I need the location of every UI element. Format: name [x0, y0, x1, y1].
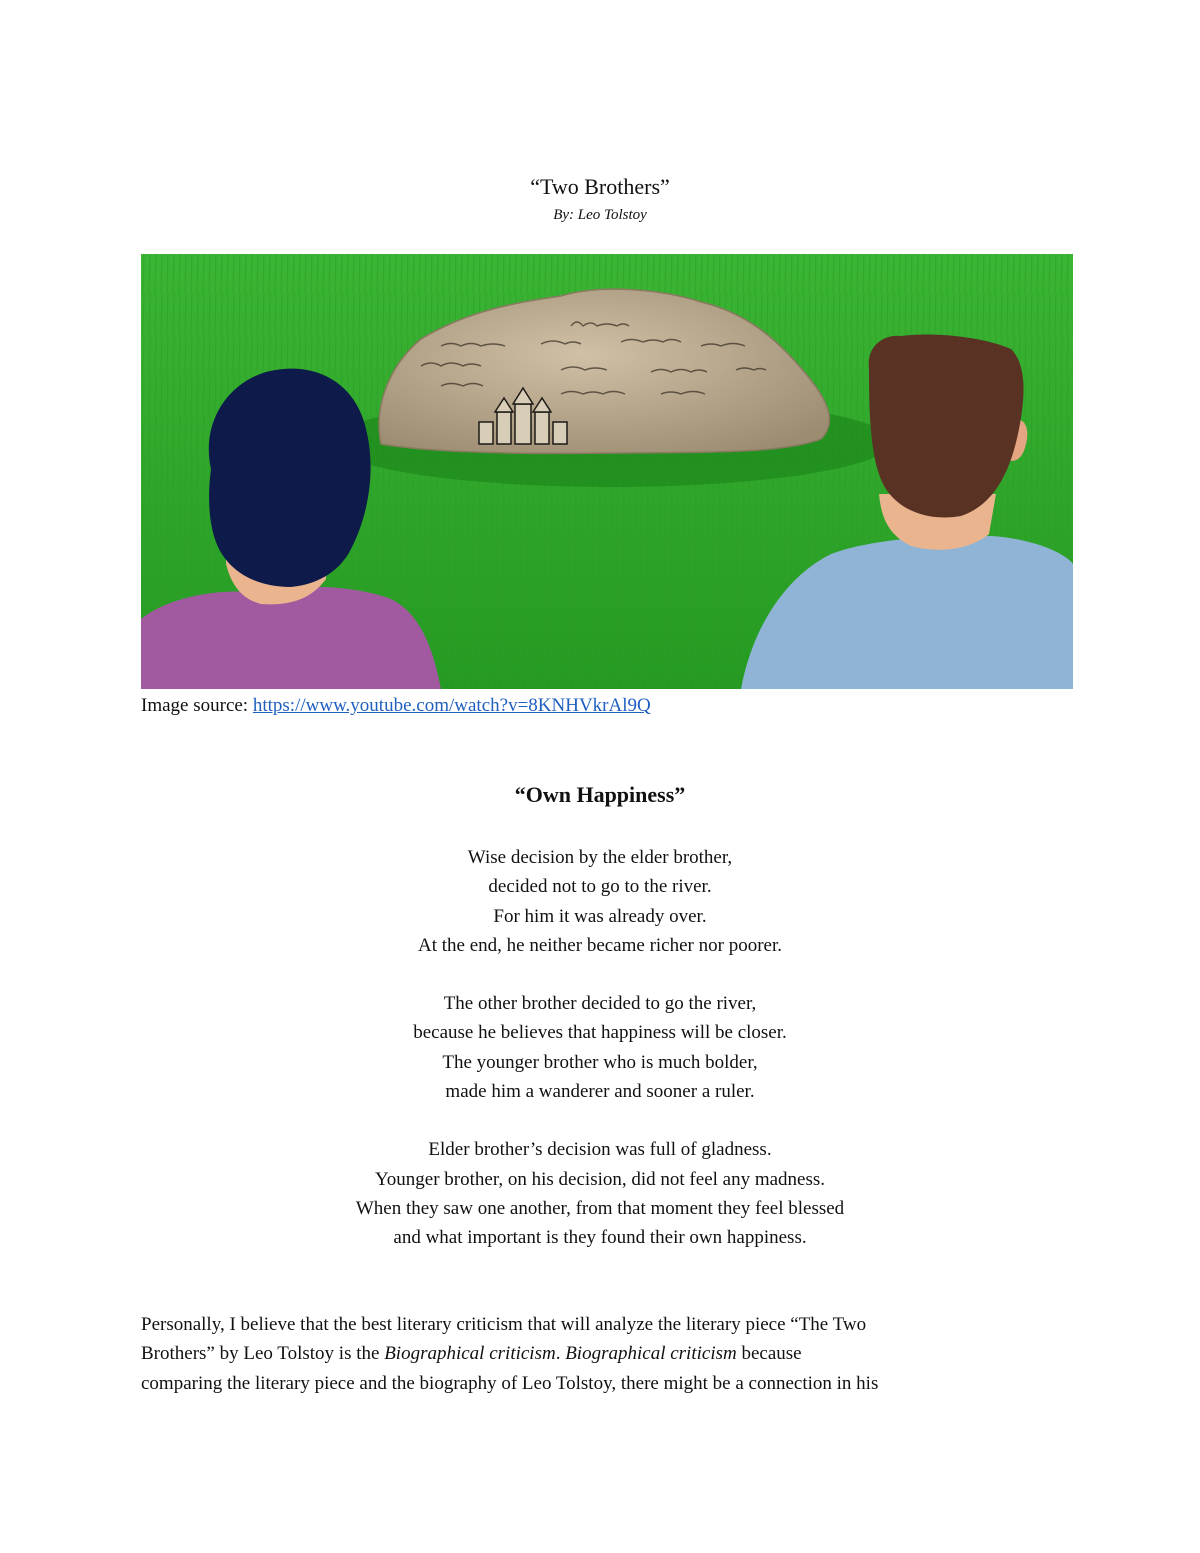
- poem-line: The younger brother who is much bolder,: [442, 1051, 758, 1073]
- paragraph-line-3: comparing the literary piece and the biography of Leo Tolstoy, there might be a connection in his: [141, 1372, 879, 1394]
- poem-stanza-1: [0, 843, 1200, 960]
- poem-line: and what important is they found their own happiness.: [393, 1227, 807, 1249]
- poem-body: [0, 843, 1200, 1282]
- poem-stanza-2: [0, 989, 1200, 1106]
- poem-line: because he believes that happiness will be closer.: [413, 1022, 787, 1044]
- poem-line: made him a wanderer and sooner a ruler.: [445, 1081, 755, 1103]
- paragraph-line-2: [141, 1339, 1061, 1368]
- paragraph-text: because: [736, 1343, 802, 1365]
- emphasis-biographical-criticism: Biographical criticism: [384, 1343, 556, 1365]
- document-title: “Two Brothers”: [530, 174, 670, 199]
- poem-line: Younger brother, on his decision, did not feel any madness.: [374, 1168, 826, 1190]
- illustration-svg: [141, 254, 1073, 689]
- document-byline: By: Leo Tolstoy: [553, 207, 647, 223]
- image-source-caption: [141, 693, 651, 719]
- paragraph-text: .: [555, 1343, 566, 1365]
- image-source-label: Image source:: [141, 695, 253, 716]
- elder-hair: [209, 369, 371, 587]
- poem-line: When they saw one another, from that moment they feel blessed: [355, 1197, 845, 1219]
- poem-line: Wise decision by the elder brother,: [467, 847, 733, 868]
- two-brothers-illustration: [141, 254, 1073, 689]
- poem-line: Elder brother’s decision was full of gladness.: [428, 1139, 772, 1161]
- poem-stanza-3: [0, 1135, 1200, 1252]
- poem-title: “Own Happiness”: [514, 782, 686, 807]
- poem-line: The other brother decided to go the river,: [443, 993, 757, 1015]
- poem-line: decided not to go to the river.: [488, 876, 712, 898]
- poem-line: For him it was already over.: [493, 905, 707, 927]
- paragraph-line-1: Personally, I believe that the best literary criticism that will analyze the literary piece “The Two: [141, 1314, 867, 1335]
- image-source-link[interactable]: https://www.youtube.com/watch?v=8KNHVkrAl9Q: [252, 695, 651, 716]
- criticism-paragraph: [141, 1310, 1061, 1398]
- poem-line: At the end, he neither became richer nor poorer.: [417, 934, 782, 956]
- paragraph-text: Brothers” by Leo Tolstoy is the: [141, 1343, 385, 1365]
- emphasis-biographical-criticism: Biographical criticism: [565, 1343, 737, 1365]
